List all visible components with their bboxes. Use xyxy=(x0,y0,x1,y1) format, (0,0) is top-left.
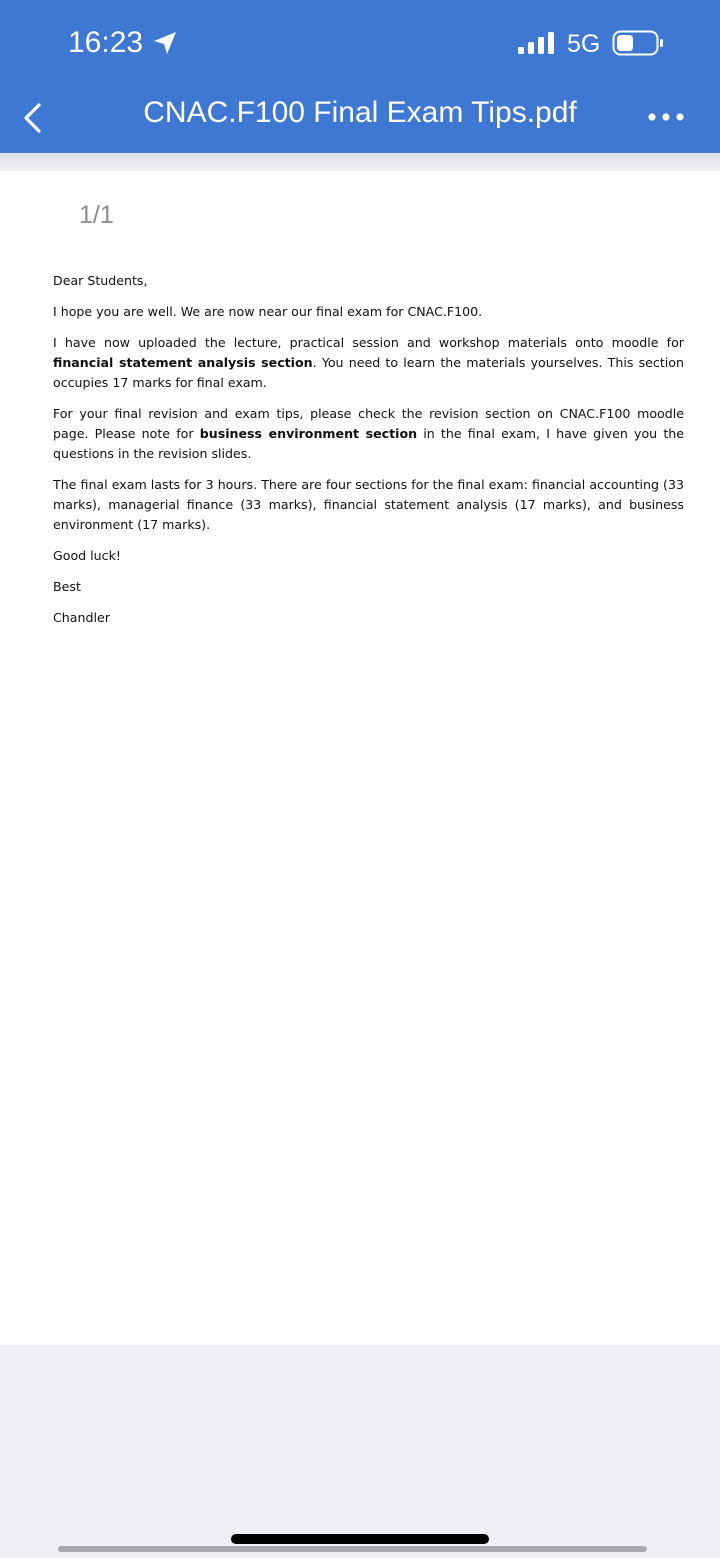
paragraph-3-emphasis: business environment section xyxy=(199,426,418,441)
document-body xyxy=(53,271,684,639)
home-indicator[interactable] xyxy=(231,1534,489,1544)
greeting: Dear Students, xyxy=(53,273,148,288)
paragraph-2 xyxy=(53,333,684,393)
network-label: 5G xyxy=(567,30,601,58)
paragraph-2-emphasis: financial statement analysis section xyxy=(53,355,313,370)
signature: Chandler xyxy=(53,610,110,625)
paragraph-3 xyxy=(53,404,684,464)
horizontal-scrollbar[interactable] xyxy=(58,1546,647,1552)
signal-bars-icon xyxy=(518,32,556,54)
location-arrow-icon xyxy=(152,30,178,56)
document-title: CNAC.F100 Final Exam Tips.pdf xyxy=(143,96,577,129)
page-indicator: 1/1 xyxy=(79,201,114,229)
paragraph-5: Good luck! xyxy=(53,548,121,563)
battery-icon xyxy=(612,30,664,56)
paragraph-4: The final exam lasts for 3 hours. There are four sections for the final exam: financial accounting (33 marks), managerial finance (33 marks), financial statement analysis (17 marks), and business environment (17 marks). xyxy=(53,477,684,532)
more-options-icon[interactable] xyxy=(646,108,686,126)
header-divider xyxy=(0,153,720,171)
paragraph-2-text: I have now uploaded the lecture, practical session and workshop materials onto moodle for xyxy=(53,335,684,350)
paragraph-3-text: For your final revision and exam tips, please check the revision section on CNAC.F100 moodle page. Please note for xyxy=(53,406,684,441)
sign-off: Best xyxy=(53,579,81,594)
nav-header xyxy=(0,0,720,153)
paragraph-3-text-end: in the final exam, I have given you the questions in the revision slides. xyxy=(53,426,685,461)
pdf-page[interactable] xyxy=(0,171,720,1345)
paragraph-1: I hope you are well. We are now near our final exam for CNAC.F100. xyxy=(53,304,483,319)
paragraph-2-text-end: . You need to learn the materials yourselves. This section occupies 17 marks for final exam. xyxy=(53,355,684,390)
status-time: 16:23 xyxy=(68,26,144,59)
